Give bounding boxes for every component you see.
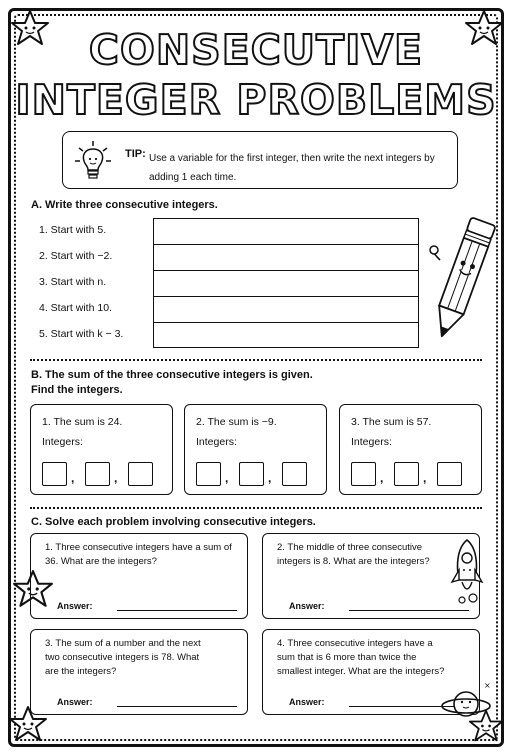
comma: , — [71, 471, 75, 485]
integer-answer-box[interactable] — [85, 462, 110, 486]
section-divider — [30, 359, 482, 361]
section-b-subheading: Find the integers. — [31, 384, 123, 396]
answer-label: Answer: — [57, 601, 93, 611]
list-item: 5. Start with k − 3. — [39, 328, 124, 340]
section-a-heading: A. Write three consecutive integers. — [31, 199, 218, 211]
comma: , — [423, 471, 427, 485]
list-item: 1. Start with 5. — [39, 224, 107, 236]
problem-text: 2. The middle of three consecutive integers is 8. What are the integers? — [277, 542, 430, 567]
answer-row-divider — [154, 296, 418, 297]
integer-answer-box[interactable] — [282, 462, 307, 486]
comma: , — [380, 471, 384, 485]
rocket-icon — [447, 538, 487, 606]
svg-text:×: × — [484, 681, 491, 690]
section-divider — [30, 507, 482, 509]
tip-label: TIP: — [125, 148, 146, 160]
integer-answer-box[interactable] — [128, 462, 153, 486]
integers-label: Integers: — [196, 436, 237, 448]
comma: , — [114, 471, 118, 485]
section-b-heading: B. The sum of the three consecutive integers is given. — [31, 369, 313, 381]
problem-card — [30, 629, 248, 715]
answer-grid — [153, 218, 419, 348]
list-item: 3. Start with n. — [39, 276, 107, 288]
sum-prompt: 1. The sum is 24. — [42, 416, 123, 428]
comma: , — [225, 471, 229, 485]
integer-answer-box[interactable] — [394, 462, 419, 486]
answer-label: Answer: — [289, 697, 325, 707]
sum-prompt: 2. The sum is −9. — [196, 416, 277, 428]
page-title-line2: INTEGER PROBLEMS — [15, 76, 497, 124]
answer-line[interactable] — [117, 706, 237, 707]
integer-answer-box[interactable] — [437, 462, 462, 486]
problem-text: 1. Three consecutive integers have a sum of 36. What are the integers? — [45, 542, 232, 567]
sum-prompt: 3. The sum is 57. — [351, 416, 432, 428]
problem-text: 3. The sum of a number and the next two consecutive integers is 78. What are the integers? — [45, 638, 201, 677]
problem-text: 4. Three consecutive integers have a sum that is 6 more than twice the smallest integer. What are the integers? — [277, 638, 445, 677]
planet-icon — [440, 680, 492, 726]
answer-line[interactable] — [349, 610, 469, 611]
comma: , — [268, 471, 272, 485]
answer-label: Answer: — [57, 697, 93, 707]
tip-text: Use a variable for the first integer, then write the next integers by adding 1 each time. — [149, 153, 435, 183]
integers-label: Integers: — [42, 436, 83, 448]
integers-label: Integers: — [351, 436, 392, 448]
answer-label: Answer: — [289, 601, 325, 611]
sum-card — [30, 404, 173, 495]
integer-answer-box[interactable] — [239, 462, 264, 486]
list-item: 2. Start with −2. — [39, 250, 113, 262]
pencil-character-icon — [428, 208, 498, 348]
sum-card — [339, 404, 482, 495]
list-item: 4. Start with 10. — [39, 302, 112, 314]
answer-row-divider — [154, 270, 418, 271]
problem-card — [30, 533, 248, 619]
page-title-line1: CONSECUTIVE — [88, 26, 424, 74]
section-c-heading: C. Solve each problem involving consecutive integers. — [31, 516, 316, 528]
tip-box — [62, 131, 458, 189]
integer-answer-box[interactable] — [196, 462, 221, 486]
lightbulb-icon — [73, 140, 113, 182]
integer-answer-box[interactable] — [351, 462, 376, 486]
integer-answer-box[interactable] — [42, 462, 67, 486]
answer-row-divider — [154, 322, 418, 323]
answer-row-divider — [154, 244, 418, 245]
sum-card — [184, 404, 327, 495]
answer-line[interactable] — [117, 610, 237, 611]
